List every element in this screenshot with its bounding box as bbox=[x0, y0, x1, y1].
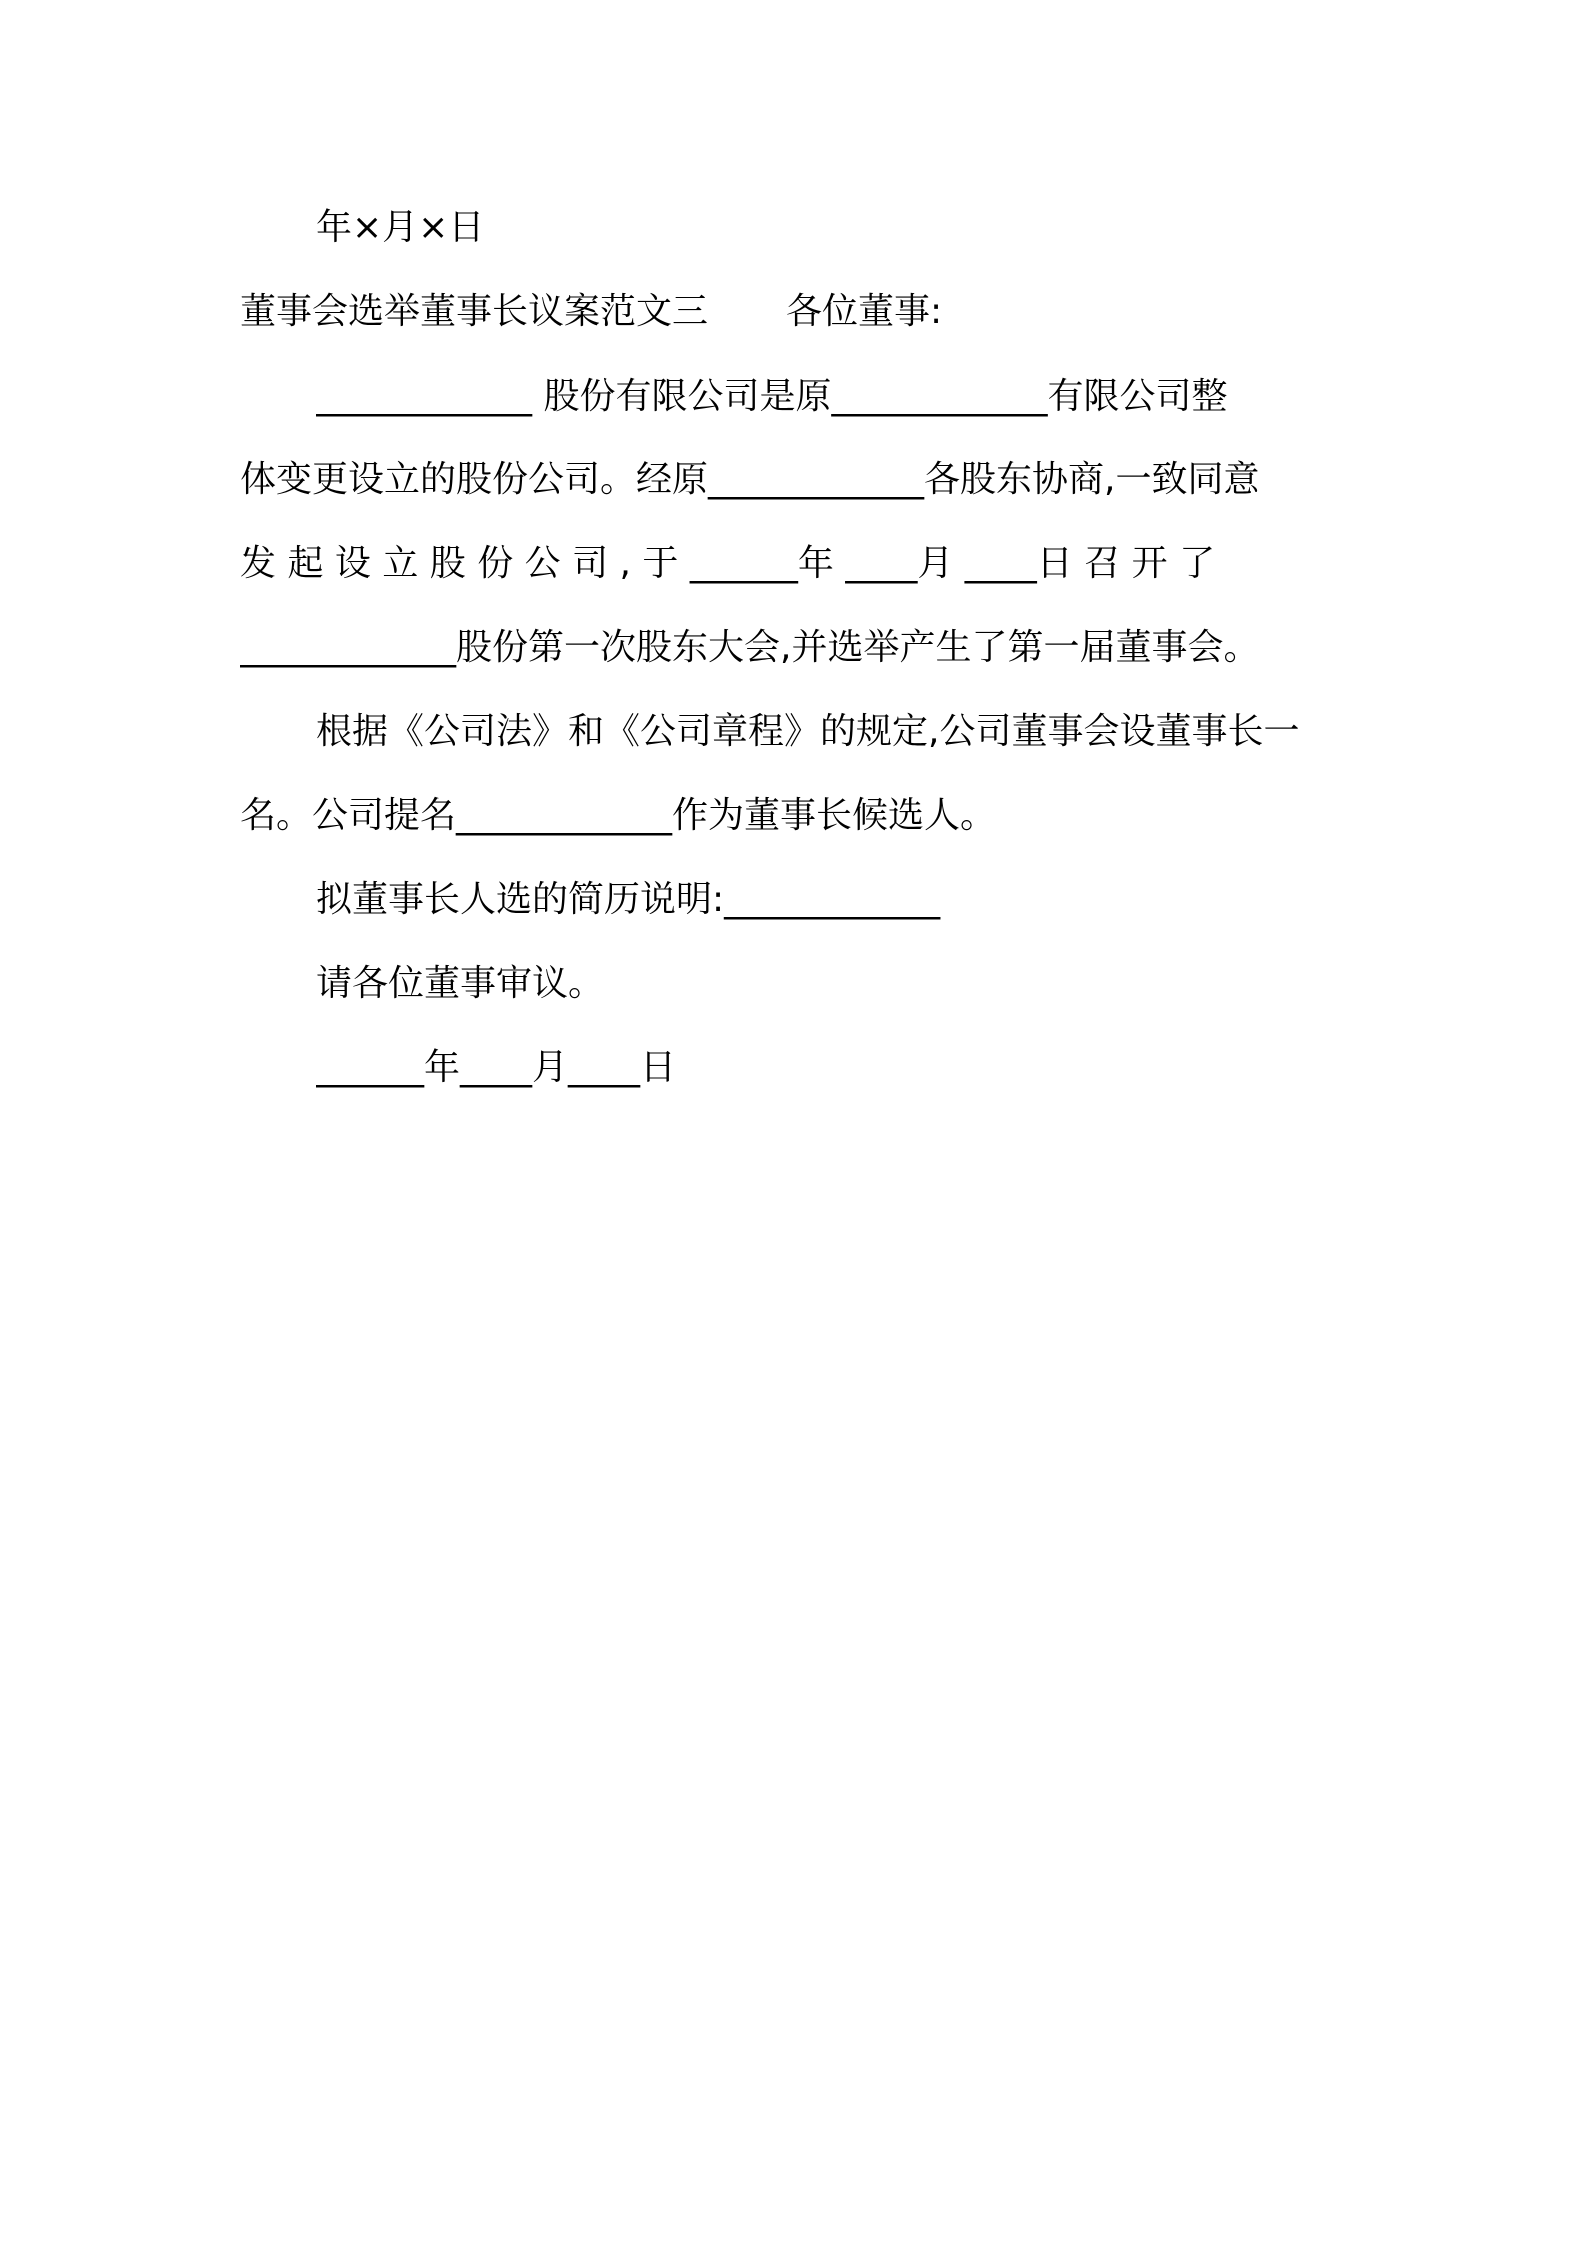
paragraph1-line3: 发 起 设 立 股 份 公 司 , 于 ______年 ____月 ____日 召 开 了 bbox=[240, 543, 1216, 584]
paragraph2-line1: 根据《公司法》和《公司章程》的规定,公司董事会设董事长一 bbox=[316, 711, 1300, 752]
paragraph1-line2: 体变更设立的股份公司。经原____________各股东协商,一致同意 bbox=[240, 459, 1260, 500]
request-line: 请各位董事审议。 bbox=[316, 963, 605, 1004]
paragraph1-line4: ____________股份第一次股东大会,并选举产生了第一届董事会。 bbox=[240, 627, 1260, 668]
title-line bbox=[240, 288, 1360, 336]
date-bottom: ______年____月____日 bbox=[316, 1047, 676, 1088]
paragraph2-line2: 名。公司提名____________作为董事长候选人。 bbox=[240, 795, 997, 836]
document-title: 董事会选举董事长议案范文三 bbox=[240, 291, 709, 332]
date-top: 年×月×日 bbox=[316, 207, 485, 248]
paragraph1-line1: ____________ 股份有限公司是原____________有限公司整 bbox=[316, 376, 1228, 417]
resume-line: 拟董事长人选的简历说明:____________ bbox=[316, 879, 941, 920]
salutation: 各位董事: bbox=[786, 291, 943, 332]
